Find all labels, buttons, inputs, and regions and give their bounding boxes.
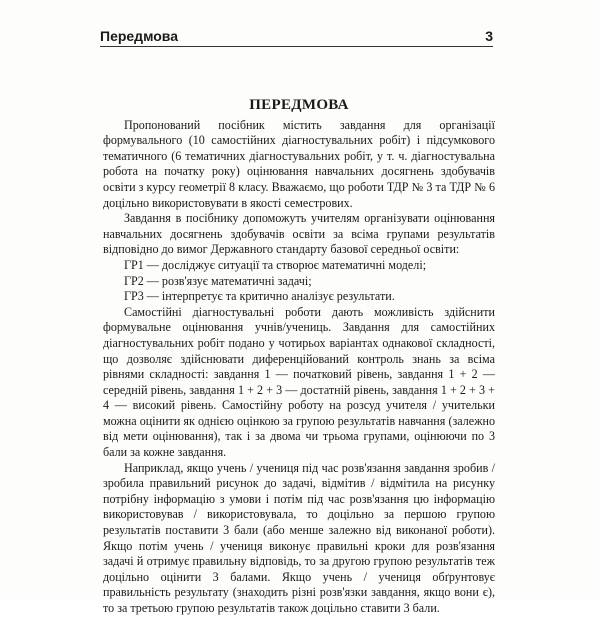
page-body	[103, 98, 495, 617]
result-group-gr2: ГР2 — розв'язує математичні задачі;	[124, 273, 312, 288]
paragraph-example: Наприклад, якщо учень / учениця під час розв'язання завдання зробив / зробила правильний рисунок до задачі, відмітив / відмітила на рисунку потрібну інформацію з умови і потім під час розв'язання цю інформацію використовував / використовувала, то доцільно за першою групою результатів поставити 3 бали (або менше залежно від виконаної роботи). Якщо потім учень / учениця виконує правильні кроки для розв'язання задачі й отримує правильну відповідь, то за другою групою результатів теж доцільно оцінити 3 балами. Якщо учень / учениця обґрунтовує правильність результату (знаходить різні розв'язки завдання, якщо вони є), то за третьою групою результатів також доцільно ставити 3 бали.	[103, 460, 495, 615]
header-section-title: Передмова	[100, 28, 179, 44]
result-group-gr3: ГР3 — інтерпретує та критично аналізує результати.	[124, 289, 395, 304]
running-header	[100, 22, 493, 47]
result-group-gr1: ГР1 — досліджує ситуації та створює математичні моделі;	[124, 257, 427, 272]
page-title: ПЕРЕДМОВА	[249, 97, 349, 113]
paragraph-tasks: Завдання в посібнику допоможуть учителям організувати оцінювання навчальних досягнень здобувачів освіти за всіма групами результатів відповідно до вимог Державного стандарту базової середньої освіти:	[103, 211, 495, 257]
paragraph-self-assessment: Самостійні діагностувальні роботи дають можливість здійснити формувальне оцінювання учнів/учениць. Завдання для самостійних діагностувальних робіт подано у чотирьох варіантах однакової складності, що дозволяє здійснювати диференційований контроль знань за всіма рівнями складності: завдання 1 — початковий рівень, завдання 1 + 2 — середній рівень, завдання 1 + 2 + 3 — достатній рівень, завдання 1 + 2 + 3 + 4 — високий рівень. Самостійну роботу на розсуд учителя / учительки можна оцінити як однією оцінкою за групою результатів навчання (залежно від мети оцінювання), так і за двома чи трьома групами, оцінюючи по 3 бали за кожне завдання.	[103, 304, 495, 460]
page-number: 3	[485, 28, 493, 44]
paragraph-intro: Пропонований посібник містить завдання для організації формувального (10 самостійних діагностувальних робіт) і підсумкового тематичного (6 тематичних діагностувальних робіт, у т. ч. діагностувальна робота на початку року) оцінювання навчальних досягнень здобувачів освіти з курсу геометрії 8 класу. Вважаємо, що роботи ТДР № 3 та ТДР № 6 доцільно використовувати в якості семестрових.	[103, 117, 495, 210]
